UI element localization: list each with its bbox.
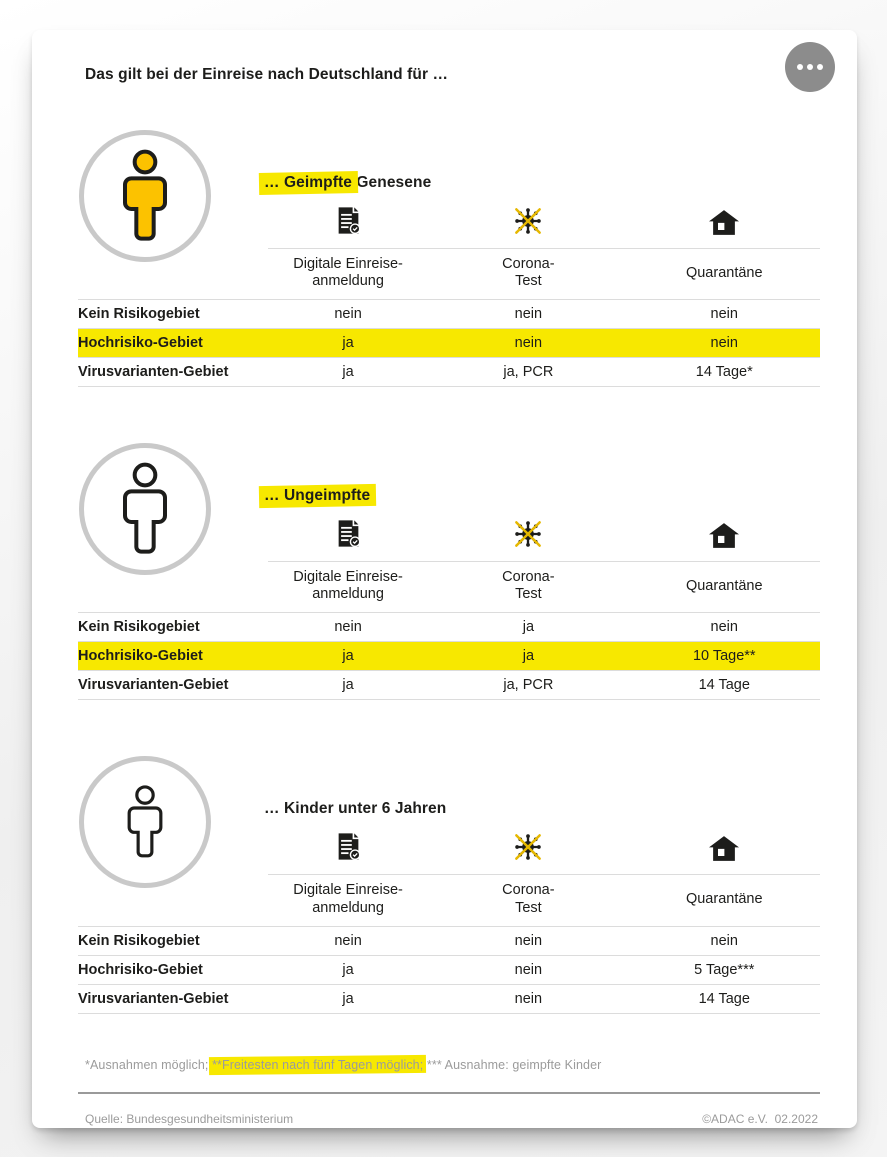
avatar [79, 756, 211, 888]
source-label: Quelle: Bundesgesundheitsministerium [85, 1111, 294, 1126]
table-row [78, 955, 820, 984]
child-outline-icon [115, 784, 175, 860]
heading-highlight: … Geimpfte [264, 174, 352, 191]
column-header-registration: Digitale Einreise- anmeldung [268, 249, 428, 300]
cell-registration: ja [268, 642, 428, 671]
ellipsis-icon [797, 64, 803, 70]
document-check-icon [337, 519, 360, 548]
column-header-row [78, 249, 820, 300]
person-filled-icon [107, 148, 183, 244]
virus-crossed-icon [514, 207, 542, 235]
section-heading: … Kinder unter 6 Jahren [264, 800, 447, 818]
cell-test: ja [428, 613, 628, 642]
row-label: Virusvarianten-Gebiet [78, 358, 268, 387]
virus-crossed-icon [514, 520, 542, 548]
document-check-icon [337, 206, 360, 235]
cell-test: nein [428, 300, 628, 329]
cell-registration: ja [268, 955, 428, 984]
column-header-row [78, 875, 820, 926]
table-row [78, 300, 820, 329]
column-header-test: Corona- Test [428, 562, 628, 613]
virus-crossed-icon [514, 833, 542, 861]
cell-registration: nein [268, 300, 428, 329]
row-label: Virusvarianten-Gebiet [78, 671, 268, 700]
house-icon [709, 836, 739, 861]
row-label: Kein Risikogebiet [78, 613, 268, 642]
section-kinder [78, 756, 820, 1013]
cell-quarantine: 14 Tage [629, 671, 820, 700]
footnote-part2: *** Ausnahme: geimpfte Kinder [423, 1057, 602, 1072]
cell-registration: ja [268, 358, 428, 387]
cell-test: ja, PCR [428, 671, 628, 700]
section-geimpfte-genesene [78, 130, 820, 387]
footnote-highlight: **Freitesten nach fünf Tagen möglich; [212, 1057, 424, 1072]
table-row [78, 926, 820, 955]
row-label: Hochrisiko-Gebiet [78, 329, 268, 358]
cell-quarantine: nein [629, 329, 820, 358]
row-label: Hochrisiko-Gebiet [78, 955, 268, 984]
table-row-highlighted [78, 329, 820, 358]
table-row [78, 358, 820, 387]
table-row-highlighted [78, 642, 820, 671]
table-row [78, 984, 820, 1013]
cell-test: nein [428, 984, 628, 1013]
cell-test: ja [428, 642, 628, 671]
cell-registration: ja [268, 329, 428, 358]
cell-quarantine: 5 Tage*** [629, 955, 820, 984]
avatar [79, 443, 211, 575]
column-header-row [78, 562, 820, 613]
cell-registration: nein [268, 926, 428, 955]
cell-quarantine: 14 Tage [629, 984, 820, 1013]
column-header-test: Corona- Test [428, 249, 628, 300]
infographic-card [32, 30, 857, 1128]
heading-highlight: … Ungeimpfte [264, 487, 371, 505]
row-label: Virusvarianten-Gebiet [78, 984, 268, 1013]
cell-test: nein [428, 955, 628, 984]
footer [78, 1102, 820, 1126]
avatar [79, 130, 211, 262]
cell-quarantine: nein [629, 613, 820, 642]
cell-test: ja, PCR [428, 358, 628, 387]
section-heading: … Geimpfte/Genesene [264, 174, 432, 191]
more-options-button[interactable] [785, 42, 835, 92]
column-header-registration: Digitale Einreise- anmeldung [268, 875, 428, 926]
footnote-part1: *Ausnahmen möglich; [85, 1057, 213, 1072]
cell-test: nein [428, 329, 628, 358]
column-header-quarantine: Quarantäne [629, 249, 820, 300]
row-label: Kein Risikogebiet [78, 300, 268, 329]
cell-registration: nein [268, 613, 428, 642]
page-title: Das gilt bei der Einreise nach Deutschland für … [85, 66, 449, 83]
cell-registration: ja [268, 984, 428, 1013]
table-row [78, 613, 820, 642]
column-header-test: Corona- Test [428, 875, 628, 926]
cell-quarantine: nein [629, 926, 820, 955]
column-header-quarantine: Quarantäne [629, 562, 820, 613]
column-header-quarantine: Quarantäne [629, 875, 820, 926]
table-row [78, 671, 820, 700]
cell-registration: ja [268, 671, 428, 700]
row-label: Kein Risikogebiet [78, 926, 268, 955]
cell-test: nein [428, 926, 628, 955]
house-icon [709, 523, 739, 548]
house-icon [709, 210, 739, 235]
section-heading [264, 443, 820, 505]
document-check-icon [337, 832, 360, 861]
copyright-label: ©ADAC e.V. 02.2022 [702, 1111, 818, 1126]
footer-divider [78, 1092, 820, 1094]
person-outline-icon [107, 461, 183, 557]
row-label: Hochrisiko-Gebiet [78, 642, 268, 671]
cell-quarantine: nein [629, 300, 820, 329]
section-ungeimpfte [78, 443, 820, 700]
cell-quarantine: 10 Tage** [629, 642, 820, 671]
column-header-registration: Digitale Einreise- anmeldung [268, 562, 428, 613]
cell-quarantine: 14 Tage* [629, 358, 820, 387]
footnotes [85, 1058, 820, 1072]
